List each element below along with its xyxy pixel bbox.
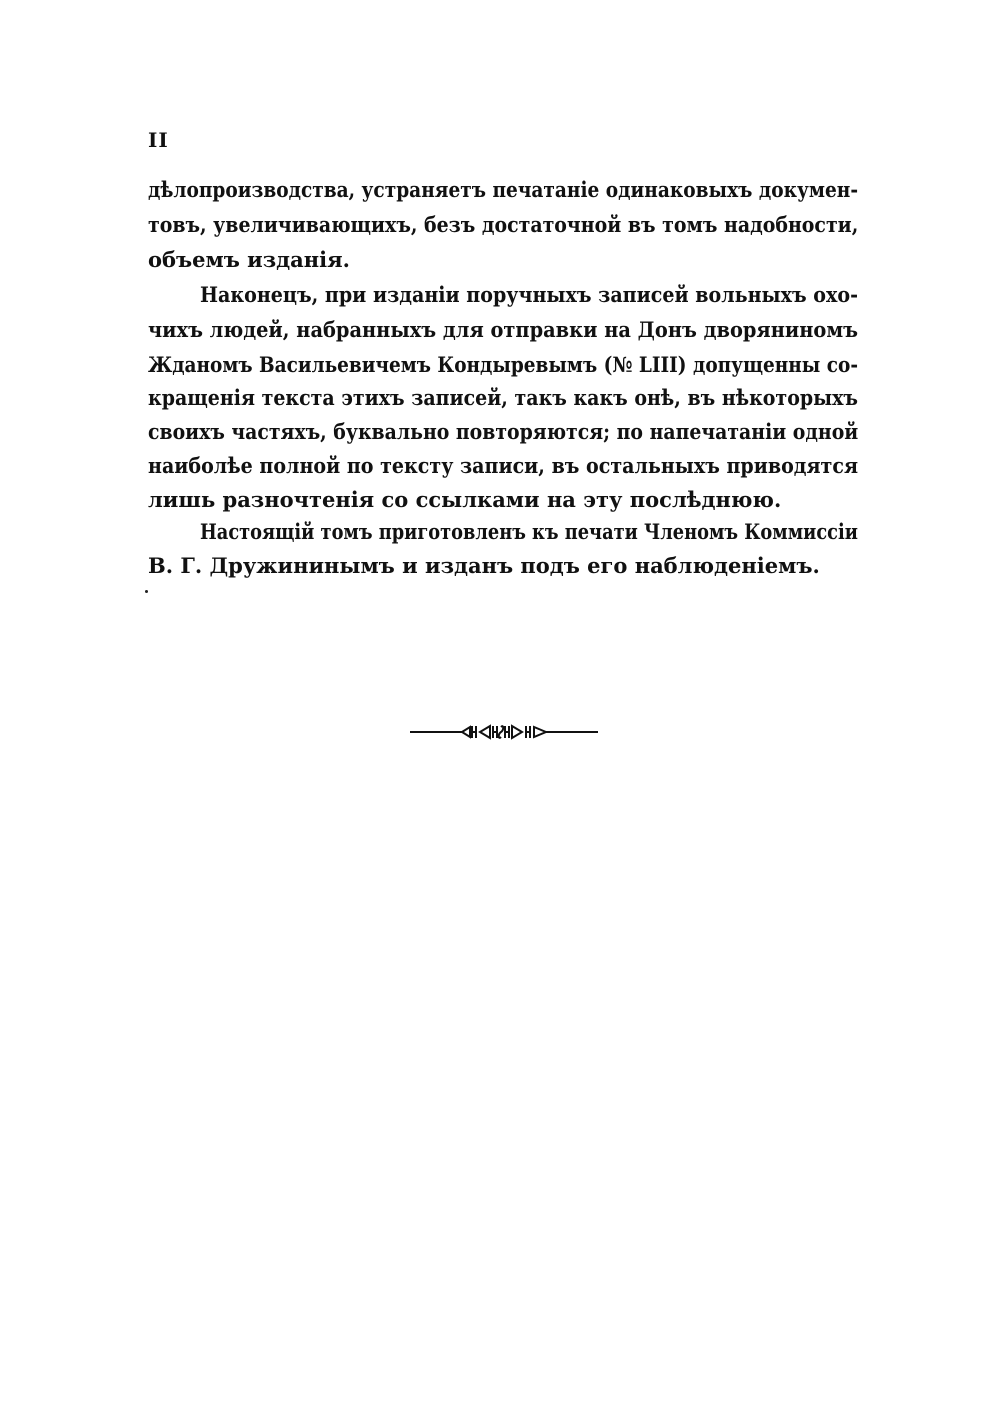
text-line-7: кращенія текста этихъ записей, такъ какъ онѣ, въ нѣкоторыхъ	[148, 385, 858, 410]
text-line-9: наиболѣе полной по тексту записи, въ остальныхъ приводятся	[148, 453, 859, 478]
print-speck	[145, 590, 148, 593]
page-number: II	[148, 128, 169, 152]
text-line-1: дѣлопроизводства, устраняетъ печатаніе одинаковыхъ докумен-	[148, 177, 859, 202]
text-line-4: Наконецъ, при изданіи поручныхъ записей вольныхъ охо-	[200, 282, 859, 307]
text-line-3: объемъ изданія.	[148, 247, 350, 272]
text-line-11: Настоящій томъ приготовленъ къ печати Членомъ Коммиссіи	[200, 519, 858, 544]
text-line-8: своихъ частяхъ, буквально повторяются; по напечатаніи одной	[148, 419, 859, 444]
text-line-2: товъ, увеличивающихъ, безъ достаточной въ томъ надобности,	[148, 212, 859, 237]
text-line-12: В. Г. Дружининымъ и изданъ подъ его наблюденіемъ.	[148, 553, 820, 578]
text-line-10: лишь разночтенія со ссылками на эту послѣднюю.	[148, 487, 782, 512]
ornament-divider	[410, 722, 598, 742]
text-line-5: чихъ людей, набранныхъ для отправки на Донъ дворяниномъ	[148, 317, 859, 342]
text-line-6: Жданомъ Васильевичемъ Кондыревымъ (№ LIII) допущенны со-	[148, 352, 858, 377]
